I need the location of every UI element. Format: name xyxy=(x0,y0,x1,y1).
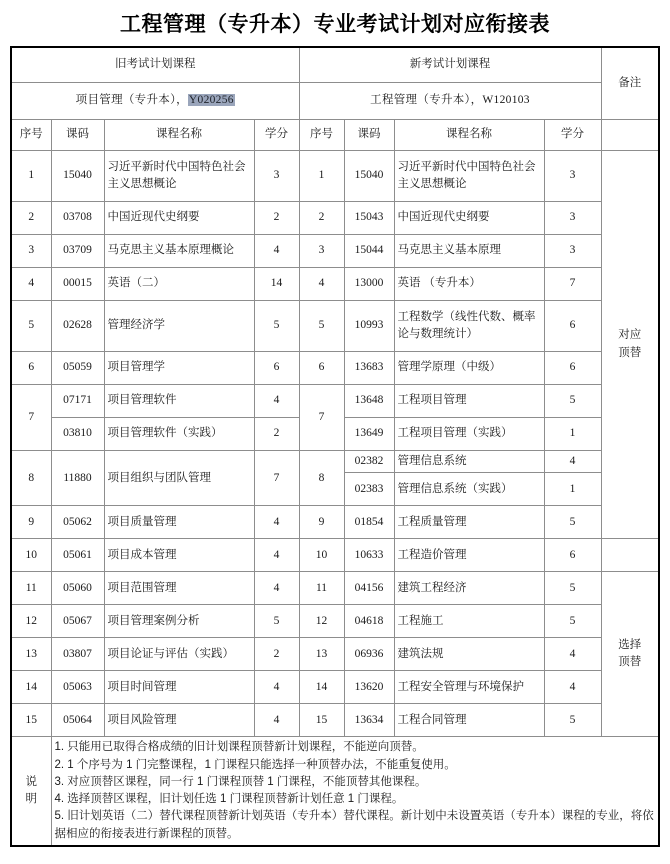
new-code: 13648 xyxy=(344,385,394,418)
new-seq: 14 xyxy=(299,671,344,704)
new-credit: 3 xyxy=(544,202,601,235)
old-credit: 14 xyxy=(254,268,299,301)
new-code: 01854 xyxy=(344,506,394,539)
old-credit: 4 xyxy=(254,539,299,572)
old-credit: 7 xyxy=(254,451,299,506)
old-code: 05060 xyxy=(51,572,104,605)
old-code: 15040 xyxy=(51,151,104,202)
old-code: 05063 xyxy=(51,671,104,704)
old-name: 项目质量管理 xyxy=(104,506,254,539)
old-credit: 6 xyxy=(254,352,299,385)
new-name: 工程造价管理 xyxy=(394,539,544,572)
col-header-old-code: 课码 xyxy=(51,120,104,151)
new-name: 习近平新时代中国特色社会主义思想概论 xyxy=(394,151,544,202)
new-code: 04618 xyxy=(344,605,394,638)
old-seq: 4 xyxy=(11,268,51,301)
new-seq: 6 xyxy=(299,352,344,385)
old-seq: 9 xyxy=(11,506,51,539)
new-credit: 1 xyxy=(544,418,601,451)
old-code: 03807 xyxy=(51,638,104,671)
new-code: 10633 xyxy=(344,539,394,572)
old-seq: 1 xyxy=(11,151,51,202)
new-seq: 1 xyxy=(299,151,344,202)
old-seq: 13 xyxy=(11,638,51,671)
notes-row xyxy=(11,737,659,846)
page-title: 工程管理（专升本）专业考试计划对应衔接表 xyxy=(120,12,550,36)
new-name: 管理信息系统（实践） xyxy=(394,473,544,506)
new-credit: 5 xyxy=(544,605,601,638)
new-name: 工程合同管理 xyxy=(394,704,544,737)
table-row xyxy=(11,268,659,301)
old-code: 11880 xyxy=(51,451,104,506)
old-name: 项目管理软件 xyxy=(104,385,254,418)
old-name: 项目管理案例分析 xyxy=(104,605,254,638)
new-code: 15044 xyxy=(344,235,394,268)
old-credit: 5 xyxy=(254,301,299,352)
remark-spacer-cell xyxy=(601,120,659,151)
table-row xyxy=(11,202,659,235)
old-credit: 4 xyxy=(254,506,299,539)
note-item: 4. 选择顶替区课程，旧计划任选 1 门课程顶替新计划任意 1 门课程。 xyxy=(54,793,404,805)
new-code: 13634 xyxy=(344,704,394,737)
old-plan-code-highlighted: Y020256 xyxy=(188,94,234,107)
old-name: 项目组织与团队管理 xyxy=(104,451,254,506)
old-name: 管理经济学 xyxy=(104,301,254,352)
old-name: 项目风险管理 xyxy=(104,704,254,737)
old-seq: 7 xyxy=(11,385,51,451)
table-row xyxy=(11,671,659,704)
remark-line-2: 顶替 xyxy=(618,346,642,359)
old-name: 项目时间管理 xyxy=(104,671,254,704)
new-credit: 5 xyxy=(544,385,601,418)
new-name: 工程项目管理（实践） xyxy=(394,418,544,451)
old-code: 03709 xyxy=(51,235,104,268)
notes-label-line-1: 说 xyxy=(25,775,37,788)
new-seq: 7 xyxy=(299,385,344,451)
table-group-header-row xyxy=(11,47,659,83)
remark-line-1: 对应 xyxy=(618,329,642,342)
old-credit: 4 xyxy=(254,385,299,418)
note-item: 3. 对应顶替区课程，同一行 1 门课程顶替 1 门课程，不能顶替其他课程。 xyxy=(54,775,427,788)
old-plan-name-cell xyxy=(11,83,299,120)
old-seq: 11 xyxy=(11,572,51,605)
old-seq: 10 xyxy=(11,539,51,572)
new-plan-name-cell: 工程管理（专升本），W120103 xyxy=(299,83,601,120)
new-code: 13620 xyxy=(344,671,394,704)
old-seq: 14 xyxy=(11,671,51,704)
new-code: 06936 xyxy=(344,638,394,671)
table-row xyxy=(11,301,659,352)
remark-section-optional xyxy=(601,572,659,737)
note-item: 2. 1 个序号为 1 门完整课程，1 门课程只能选择一种顶替办法，不能重复使用。 xyxy=(54,758,456,771)
new-name: 建筑法规 xyxy=(394,638,544,671)
old-name: 习近平新时代中国特色社会主义思想概论 xyxy=(104,151,254,202)
header-remark: 备注 xyxy=(601,47,659,120)
new-credit: 3 xyxy=(544,151,601,202)
table-row xyxy=(11,638,659,671)
notes-body xyxy=(51,737,659,846)
new-credit: 5 xyxy=(544,704,601,737)
new-code: 02382 xyxy=(344,451,394,473)
new-seq: 3 xyxy=(299,235,344,268)
old-name: 项目管理学 xyxy=(104,352,254,385)
notes-label xyxy=(11,737,51,846)
old-credit: 4 xyxy=(254,572,299,605)
col-header-new-seq: 序号 xyxy=(299,120,344,151)
remark-section-corresponding xyxy=(601,151,659,539)
old-name: 中国近现代史纲要 xyxy=(104,202,254,235)
new-name: 工程数学（线性代数、概率论与数理统计） xyxy=(394,301,544,352)
new-credit: 5 xyxy=(544,506,601,539)
old-code: 02628 xyxy=(51,301,104,352)
new-seq: 11 xyxy=(299,572,344,605)
notes-label-line-2: 明 xyxy=(25,793,37,805)
new-seq: 9 xyxy=(299,506,344,539)
new-credit: 3 xyxy=(544,235,601,268)
new-code: 15040 xyxy=(344,151,394,202)
new-credit: 1 xyxy=(544,473,601,506)
new-seq: 13 xyxy=(299,638,344,671)
new-credit: 5 xyxy=(544,572,601,605)
table-row xyxy=(11,235,659,268)
old-name: 项目论证与评估（实践） xyxy=(104,638,254,671)
new-credit: 4 xyxy=(544,638,601,671)
new-credit: 4 xyxy=(544,451,601,473)
old-credit: 2 xyxy=(254,638,299,671)
col-header-old-name: 课程名称 xyxy=(104,120,254,151)
col-header-new-code: 课码 xyxy=(344,120,394,151)
new-seq: 4 xyxy=(299,268,344,301)
new-credit: 6 xyxy=(544,352,601,385)
table-row xyxy=(11,352,659,385)
col-header-old-credit: 学分 xyxy=(254,120,299,151)
new-name: 工程项目管理 xyxy=(394,385,544,418)
new-credit: 4 xyxy=(544,671,601,704)
old-credit: 5 xyxy=(254,605,299,638)
note-item: 1. 只能用已取得合格成绩的旧计划课程顶替新计划课程，不能逆向顶替。 xyxy=(54,741,424,754)
new-code: 15043 xyxy=(344,202,394,235)
new-code: 13000 xyxy=(344,268,394,301)
table-row xyxy=(11,572,659,605)
new-code: 13649 xyxy=(344,418,394,451)
new-name: 马克思主义基本原理 xyxy=(394,235,544,268)
old-code: 03708 xyxy=(51,202,104,235)
new-seq: 8 xyxy=(299,451,344,506)
note-item: 5. 旧计划英语（二）替代课程顶替新计划英语（专升本）替代课程。新计划中未设置英语（专升本）课程的专业，将依据相应的衔接表进行新课程的顶替。 xyxy=(54,810,654,840)
old-name: 英语（二） xyxy=(104,268,254,301)
old-code: 05062 xyxy=(51,506,104,539)
col-header-new-credit: 学分 xyxy=(544,120,601,151)
new-seq: 5 xyxy=(299,301,344,352)
new-name: 工程安全管理与环境保护 xyxy=(394,671,544,704)
table-row xyxy=(11,506,659,539)
table-row xyxy=(11,451,659,473)
table-row xyxy=(11,605,659,638)
new-code: 13683 xyxy=(344,352,394,385)
new-credit: 6 xyxy=(544,539,601,572)
remark-line-1: 选择 xyxy=(618,639,642,651)
table-row xyxy=(11,385,659,418)
old-name: 项目成本管理 xyxy=(104,539,254,572)
old-name: 项目范围管理 xyxy=(104,572,254,605)
new-name: 英语 （专升本） xyxy=(394,268,544,301)
old-code: 05059 xyxy=(51,352,104,385)
old-credit: 4 xyxy=(254,704,299,737)
new-credit: 7 xyxy=(544,268,601,301)
new-seq: 12 xyxy=(299,605,344,638)
remark-line-2: 顶替 xyxy=(618,656,642,669)
header-new-plan: 新考试计划课程 xyxy=(299,47,601,83)
old-name: 项目管理软件（实践） xyxy=(104,418,254,451)
new-seq: 2 xyxy=(299,202,344,235)
new-name: 建筑工程经济 xyxy=(394,572,544,605)
old-code: 00015 xyxy=(51,268,104,301)
new-name: 中国近现代史纲要 xyxy=(394,202,544,235)
new-code: 10993 xyxy=(344,301,394,352)
new-name: 工程质量管理 xyxy=(394,506,544,539)
new-name: 管理信息系统 xyxy=(394,451,544,473)
old-name: 马克思主义基本原理概论 xyxy=(104,235,254,268)
old-credit: 4 xyxy=(254,235,299,268)
old-seq: 12 xyxy=(11,605,51,638)
old-seq: 2 xyxy=(11,202,51,235)
old-code: 05061 xyxy=(51,539,104,572)
new-credit: 6 xyxy=(544,301,601,352)
old-code: 05064 xyxy=(51,704,104,737)
new-name: 工程施工 xyxy=(394,605,544,638)
old-seq: 6 xyxy=(11,352,51,385)
table-row xyxy=(11,151,659,202)
new-code: 04156 xyxy=(344,572,394,605)
old-credit: 2 xyxy=(254,202,299,235)
old-seq: 3 xyxy=(11,235,51,268)
new-name: 管理学原理（中级） xyxy=(394,352,544,385)
old-seq: 8 xyxy=(11,451,51,506)
old-credit: 3 xyxy=(254,151,299,202)
col-header-old-seq: 序号 xyxy=(11,120,51,151)
col-header-new-name: 课程名称 xyxy=(394,120,544,151)
old-seq: 15 xyxy=(11,704,51,737)
old-credit: 2 xyxy=(254,418,299,451)
old-code: 05067 xyxy=(51,605,104,638)
table-column-header-row xyxy=(11,120,659,151)
old-credit: 4 xyxy=(254,671,299,704)
old-plan-name-text: 项目管理（专升本）， xyxy=(75,94,188,107)
table-plan-name-row xyxy=(11,83,659,120)
course-mapping-table xyxy=(10,46,660,847)
header-old-plan: 旧考试计划课程 xyxy=(11,47,299,83)
table-row xyxy=(11,539,659,572)
old-seq: 5 xyxy=(11,301,51,352)
old-code: 07171 xyxy=(51,385,104,418)
new-code: 02383 xyxy=(344,473,394,506)
new-seq: 15 xyxy=(299,704,344,737)
old-code: 03810 xyxy=(51,418,104,451)
table-row xyxy=(11,704,659,737)
new-seq: 10 xyxy=(299,539,344,572)
